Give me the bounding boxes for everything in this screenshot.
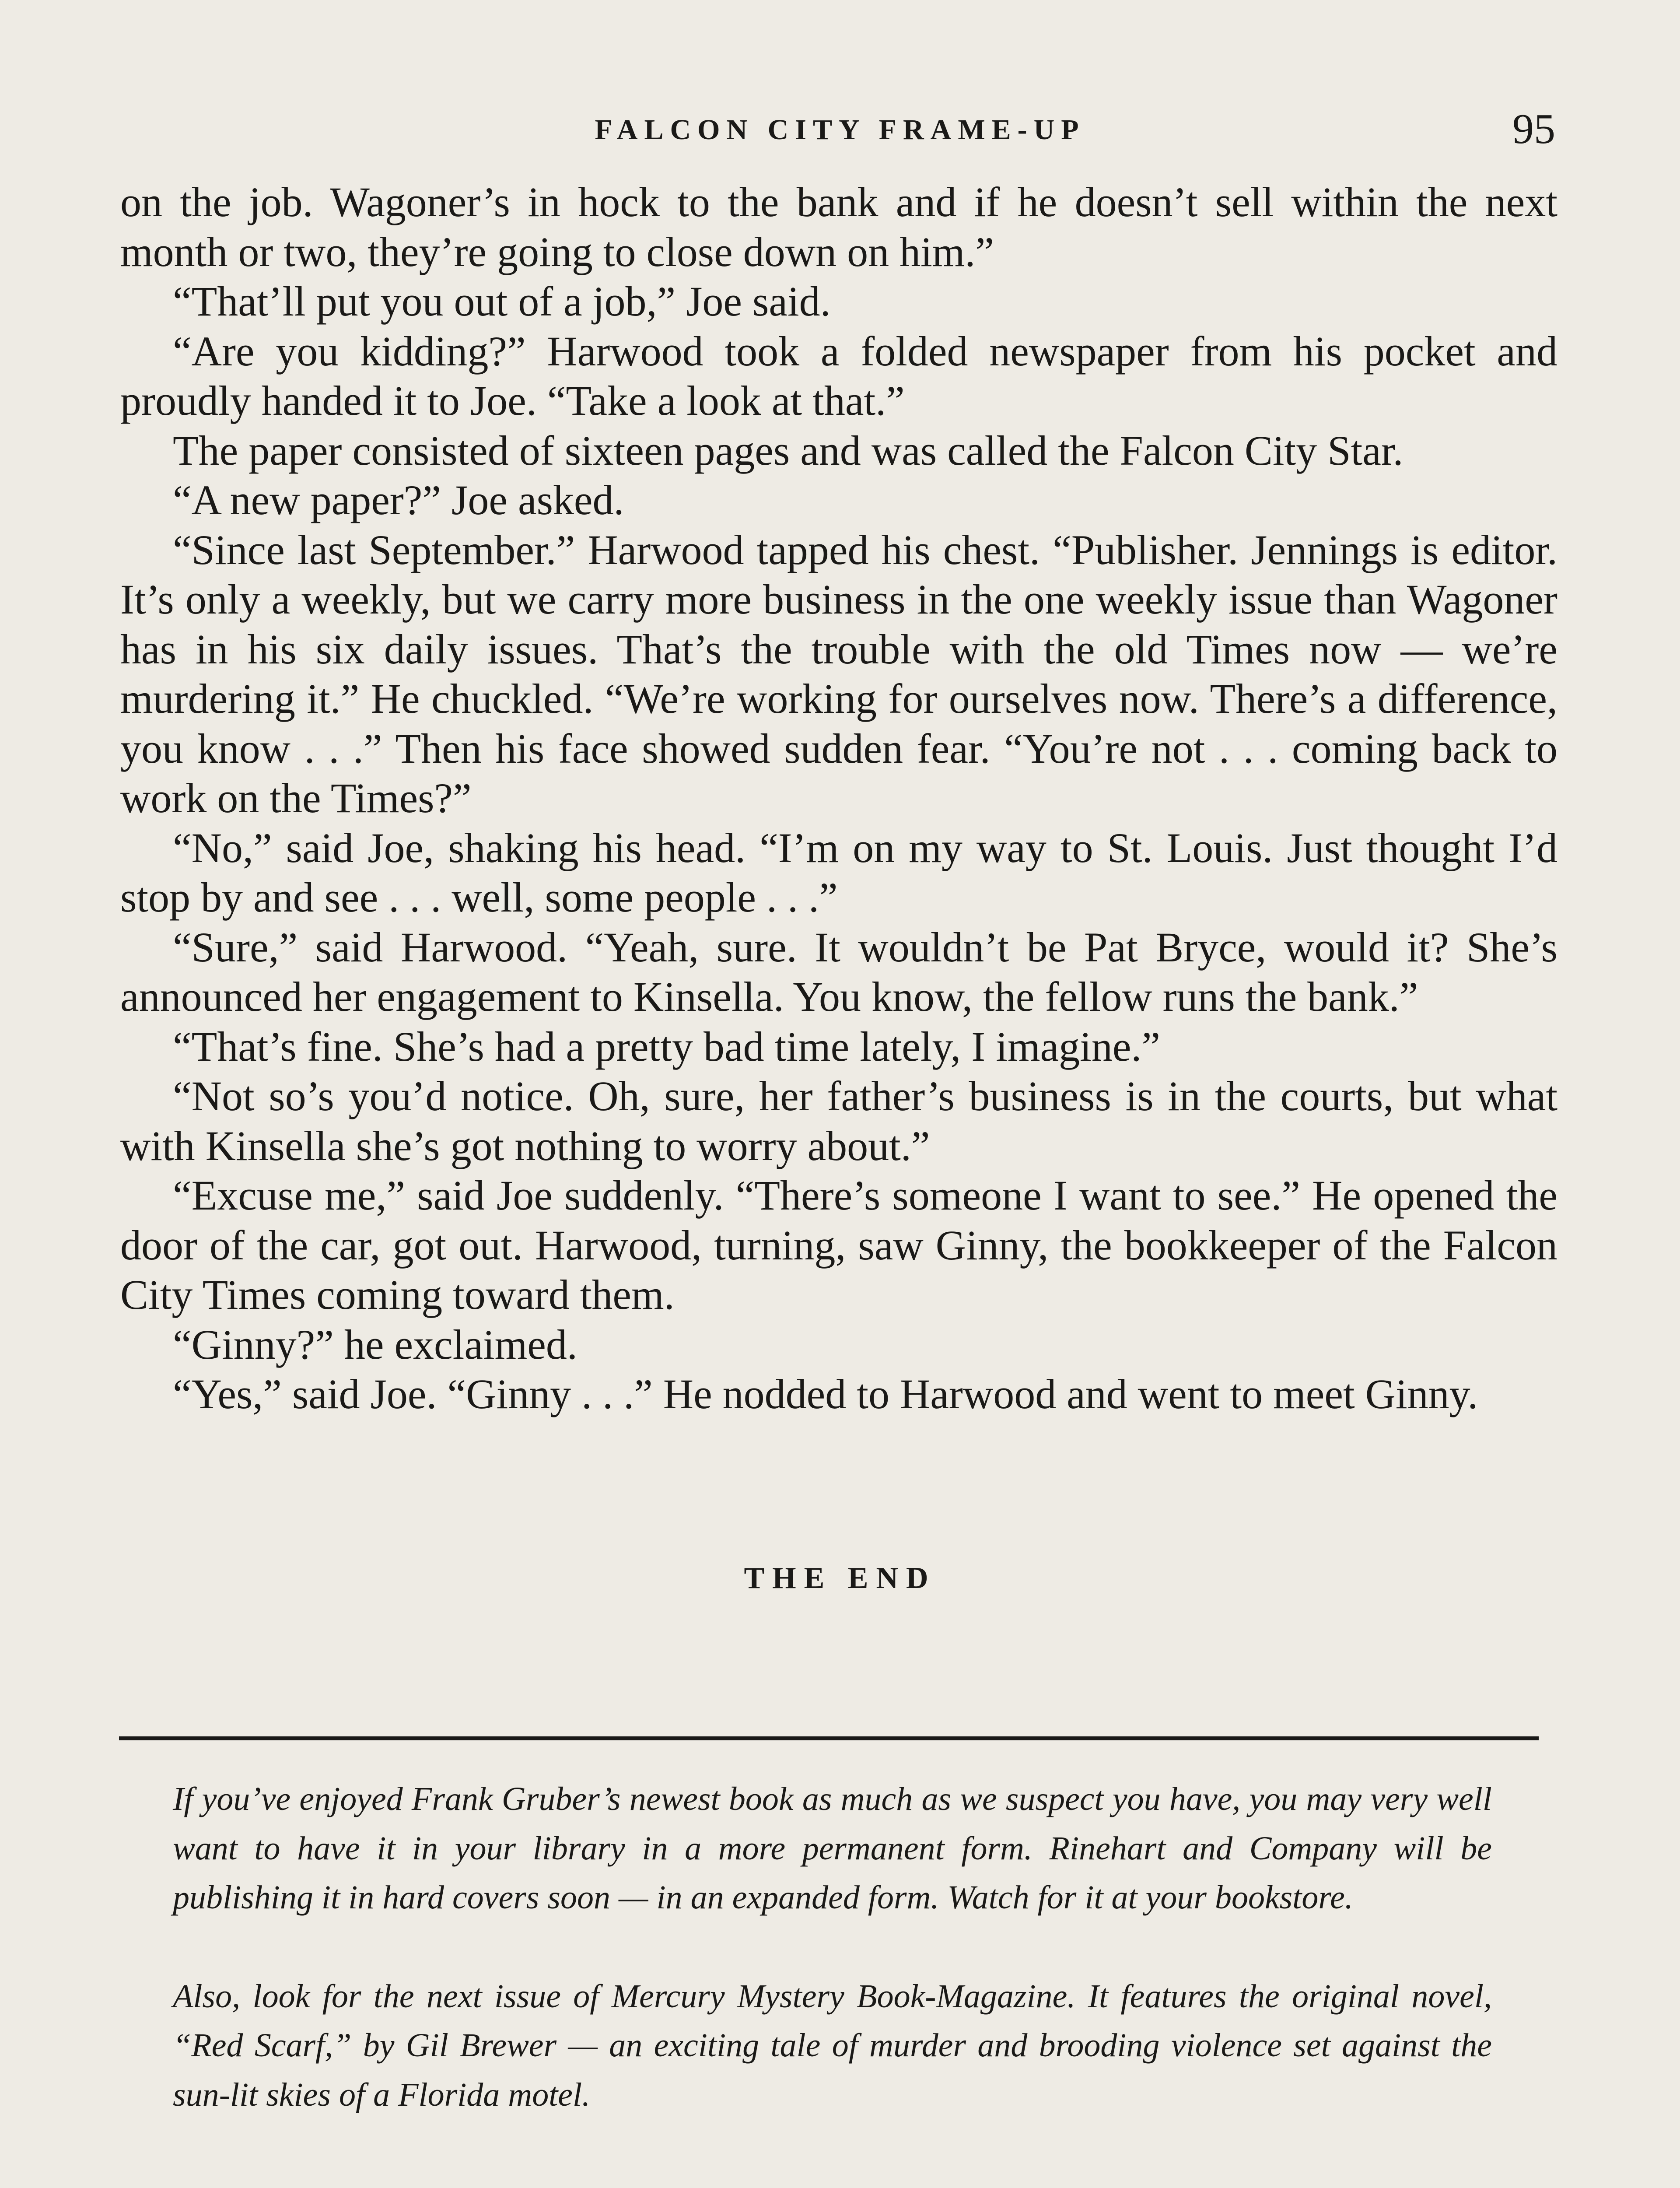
story-paragraph: “A new paper?” Joe asked. [173,477,624,523]
end-mark: THE END [744,1561,936,1595]
story-paragraph: on the job. Wagoner’s in hock to the bank and if he doesn’t sell within the next month or two, they’re going to close down on him.” [120,179,1558,275]
story-paragraph: “Yes,” said Joe. “Ginny . . .” He nodded to Harwood and went to meet Ginny. [173,1371,1478,1417]
story-paragraph: “No,” said Joe, shaking his head. “I’m on my way to St. Louis. Just thought I’d stop by and see . . . well, some people . . .” [120,824,1558,921]
story-paragraph: “Sure,” said Harwood. “Yeah, sure. It wouldn’t be Pat Bryce, would it? She’s announced her engagement to Kinsella. You know, the fellow runs the bank.” [120,923,1558,1020]
running-title: FALCON CITY FRAME-UP [595,114,1085,146]
story-paragraph: “Not so’s you’d notice. Oh, sure, her father’s business is in the courts, but what with Kinsella she’s got nothing to worry about.” [120,1073,1558,1169]
story-paragraph: “Are you kidding?” Harwood took a folded newspaper from his pocket and proudly handed it to Joe. “Take a look at that.” [120,327,1558,424]
divider-rule-top [119,1736,1539,1740]
notice-paragraph: If you’ve enjoyed Frank Gruber’s newest book as much as we suspect you have, you may very well want to have it in your library in a more permanent form. Rinehart and Company will be publishing it in hard covers soon — in an expanded form. Watch for it at your bookstore. [173,1781,1492,1916]
story-paragraph: “That’s fine. She’s had a pretty bad time lately, I imagine.” [173,1023,1161,1070]
story-paragraph: “Since last September.” Harwood tapped his chest. “Publisher. Jennings is editor. It’s only a weekly, but we carry more business in the one weekly issue than Wagoner has in his six daily issues. That’s the trouble with the old Times now — we’re murdering it.” He chuckled. “We’re working for ourselves now. There’s a difference, you know . . .” Then his face showed sudden fear. “You’re not . . . coming back to work on the Times?” [120,526,1558,821]
story-paragraph: “That’ll put you out of a job,” Joe said. [173,278,831,325]
running-head [0,107,1680,155]
page-number: 95 [1512,105,1555,153]
story-paragraph: “Excuse me,” said Joe suddenly. “There’s someone I want to see.” He opened the door of the car, got out. Harwood, turning, saw Ginny, the bookkeeper of the Falcon City Times coming toward them. [120,1172,1558,1318]
publisher-notice [173,1774,1492,2169]
story-paragraph: “Ginny?” he exclaimed. [173,1321,578,1368]
story-text [120,177,1558,1419]
notice-paragraph: Also, look for the next issue of Mercury Mystery Book-Magazine. It features the original novel, “Red Scarf,” by Gil Brewer — an exciting tale of murder and brooding violence set against the sun-lit skies of a Florida motel. [173,1978,1492,2113]
story-paragraph: The paper consisted of sixteen pages and was called the Falcon City Star. [173,427,1404,474]
